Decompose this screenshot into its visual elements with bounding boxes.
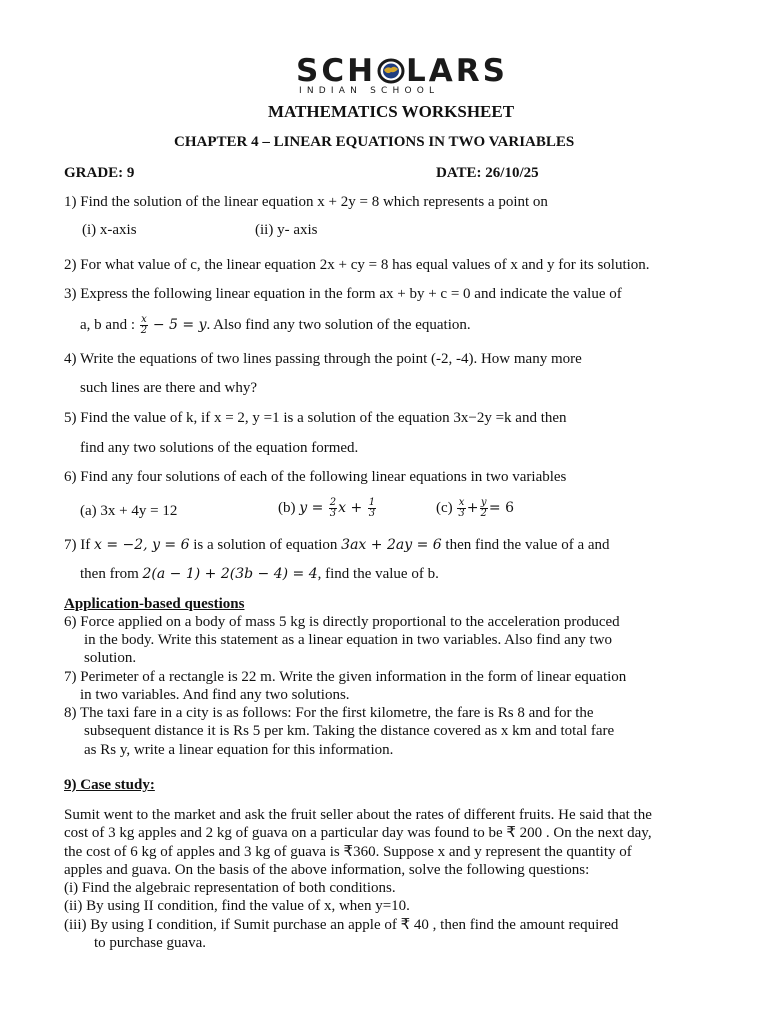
case-para-line-3: the cost of 6 kg of apples and 3 kg of guava is ₹360. Suppose x and y represent the quantity of [64, 844, 632, 860]
question-6-line-1: 6) Find any four solutions of each of the following linear equations in two variables [64, 469, 567, 485]
logo-subtitle: INDIAN SCHOOL [299, 86, 440, 96]
question-3-line-1: 3) Express the following linear equation in the form ax + by + c = 0 and indicate the value of [64, 286, 622, 302]
q6-part-a: (a) 3x + 4y = 12 [80, 503, 178, 519]
logo-right-text: LARS [406, 53, 508, 89]
case-question-iii-line-2: to purchase guava. [94, 935, 207, 951]
application-heading: Application-based questions [64, 596, 245, 612]
question-3-line-2: a, b and : $\frac{x}{2}$ − 5 = y. Also find any two solution of the equation. [80, 314, 471, 336]
question-1: 1) Find the solution of the linear equation x + 2y = 8 which represents a point on [64, 194, 548, 210]
q3-fraction: $\frac{x}{2}$ [140, 314, 148, 336]
logo-wordmark [296, 53, 508, 89]
app-q6-line-3: solution. [84, 650, 137, 666]
app-q8-line-1: 8) The taxi fare in a city is as follows: For the first kilometre, the fare is Rs 8 and for the [64, 705, 594, 721]
question-4-line-1: 4) Write the equations of two lines passing through the point (-2, -4). How many more [64, 351, 582, 367]
q1-equation: x + 2y = 8 [317, 194, 380, 210]
app-q8-line-2: subsequent distance it is Rs 5 per km. Taking the distance covered as x km and total fare [84, 723, 615, 739]
worksheet-title: MATHEMATICS WORKSHEET [268, 102, 515, 121]
question-2: 2) For what value of c, the linear equation 2x + cy = 8 has equal values of x and y for its solution. [64, 257, 650, 273]
chapter-title: CHAPTER 4 – LINEAR EQUATIONS IN TWO VARIABLES [174, 134, 575, 150]
app-q6-line-2: in the body. Write this statement as a linear equation in two variables. Also find any two [84, 632, 613, 648]
case-study-heading: 9) Case study: [64, 777, 155, 793]
question-4-line-2: such lines are there and why? [80, 380, 258, 396]
date-label: DATE: 26/10/25 [436, 165, 539, 181]
q6-part-c: (c) $\frac{x}{3}$ + $\frac{y}{2}$ = 6 [436, 497, 514, 519]
app-q6-line-1: 6) Force applied on a body of mass 5 kg is directly proportional to the acceleration produced [64, 614, 620, 630]
app-q7-line-1: 7) Perimeter of a rectangle is 22 m. Write the given information in the form of linear equation [64, 669, 627, 685]
question-5-line-2: find any two solutions of the equation formed. [80, 440, 359, 456]
case-question-ii: (ii) By using II condition, find the value of x, when y=10. [64, 898, 410, 914]
case-para-line-1: Sumit went to the market and ask the fruit seller about the rates of different fruits. He said that the [64, 807, 652, 823]
question-5-line-1: 5) Find the value of k, if x = 2, y =1 is a solution of the equation 3x−2y =k and then [64, 410, 567, 426]
case-para-line-2: cost of 3 kg apples and 2 kg of guava on a particular day was found to be ₹ 200 . On the next day, [64, 825, 652, 841]
question-7-line-1: 7) If x = −2, y = 6 is a solution of equation 3ax + 2ay = 6 then find the value of a and [64, 537, 610, 553]
question-7-line-2: then from 2(a − 1) + 2(3b − 4) = 4, find the value of b. [80, 566, 439, 582]
globe-emblem-icon [377, 58, 405, 84]
grade-label: GRADE: 9 [64, 165, 135, 181]
case-question-iii-line-1: (iii) By using I condition, if Sumit purchase an apple of ₹ 40 , then find the amount required [64, 917, 619, 933]
q6-part-b: (b) y = $\frac{2}{3}$ x + $\frac{1}{3}$ [278, 497, 376, 519]
school-logo [296, 53, 508, 96]
app-q8-line-3: as Rs y, write a linear equation for this information. [84, 742, 394, 758]
case-para-line-4: apples and guava. On the basis of the above information, solve the following questions: [64, 862, 590, 878]
logo-left-text: SCH [296, 53, 377, 89]
q1-option-1: (i) x-axis [82, 222, 137, 238]
app-q7-line-2: in two variables. And find any two solutions. [80, 687, 350, 703]
q1-option-2: (ii) y- axis [255, 222, 318, 238]
case-question-i: (i) Find the algebraic representation of both conditions. [64, 880, 396, 896]
